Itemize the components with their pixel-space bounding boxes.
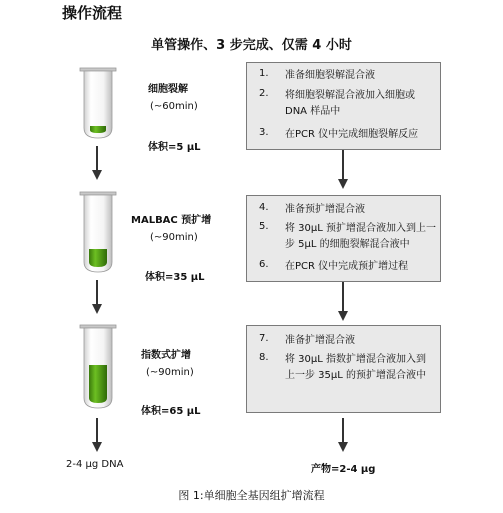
tube-liquid bbox=[89, 249, 107, 267]
stage-volume-3: 体积=65 μL bbox=[141, 406, 201, 417]
page-title: 操作流程 bbox=[62, 4, 123, 22]
tube-liquid bbox=[90, 126, 106, 133]
steps-box-2: 4. 准备预扩增混合液 5. 将 30μL 预扩增混合液加入到上一步 5μL 的细胞裂解混合液中 6. 在PCR 仪中完成预扩增过程 bbox=[246, 195, 441, 282]
tube-malbac-preamp bbox=[80, 192, 116, 272]
stage-time-3: (~90min) bbox=[146, 367, 194, 378]
left-output: 2-4 μg DNA bbox=[66, 459, 124, 470]
diagram-subtitle: 单管操作、3 步完成、仅需 4 小时 bbox=[151, 38, 352, 53]
tube-liquid bbox=[89, 365, 107, 403]
stage-name-1: 细胞裂解 bbox=[148, 84, 188, 95]
stage-volume-1: 体积=5 μL bbox=[148, 142, 201, 153]
stage-time-1: (~60min) bbox=[150, 101, 198, 112]
right-output: 产物=2-4 μg bbox=[311, 464, 376, 475]
stage-volume-2: 体积=35 μL bbox=[145, 272, 205, 283]
stage-time-2: (~90min) bbox=[150, 232, 198, 243]
tube-cell-lysis bbox=[80, 68, 116, 138]
figure-caption: 图 1:单细胞全基因组扩增流程 bbox=[178, 489, 325, 502]
stage-name-2: MALBAC 预扩增 bbox=[131, 215, 212, 226]
steps-box-3: 7. 准备扩增混合液 8. 将 30μL 指数扩增混合液加入到上一步 35μL 的预扩增混合液中 bbox=[246, 325, 441, 413]
steps-box-1: 1. 准备细胞裂解混合液 2. 将细胞裂解混合液加入细胞或DNA 样品中 3. 在PCR 仪中完成细胞裂解反应 bbox=[246, 62, 441, 150]
tube-exponential-amp bbox=[80, 325, 116, 408]
stage-name-3: 指数式扩增 bbox=[141, 350, 191, 361]
